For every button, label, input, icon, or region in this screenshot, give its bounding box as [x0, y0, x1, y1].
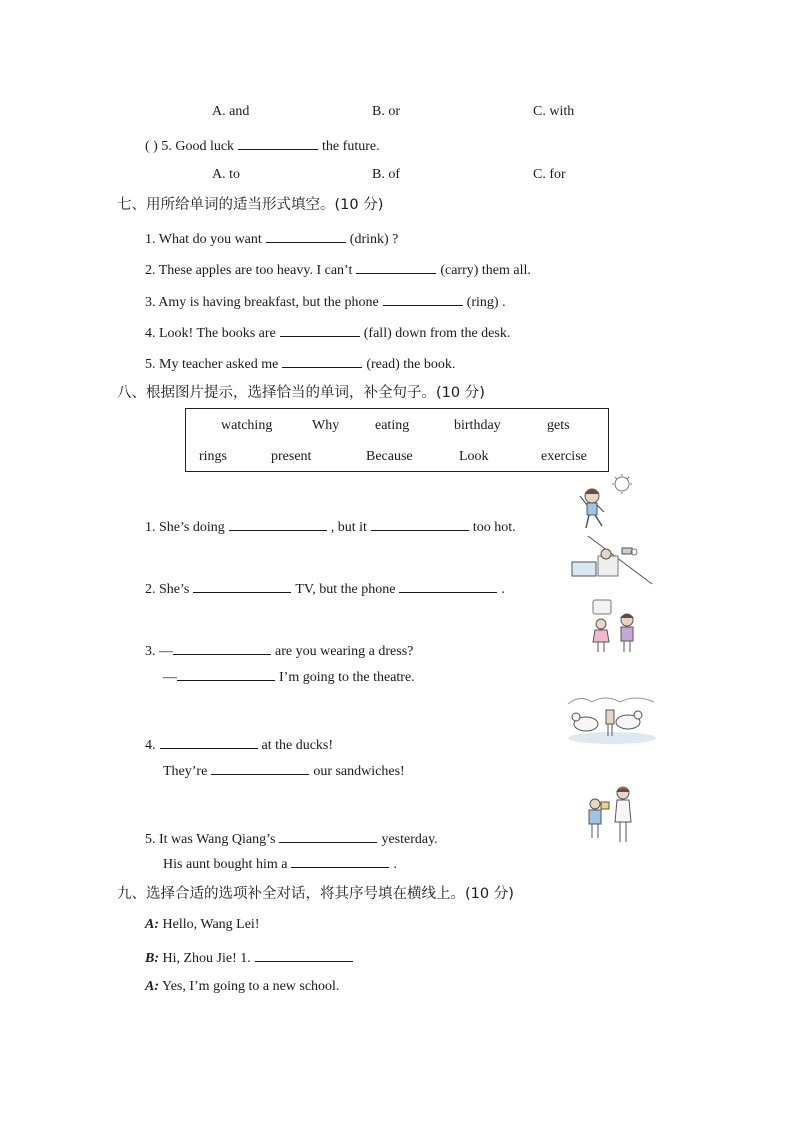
s8-item-5-line-1 — [145, 828, 438, 849]
item-text: 1. She’s doing — [145, 520, 225, 535]
s7-item-3 — [145, 291, 506, 312]
answer-blank[interactable] — [255, 947, 353, 962]
item-text: (carry) them all. — [440, 263, 531, 278]
answer-blank[interactable] — [356, 259, 436, 274]
s7-item-4 — [145, 322, 510, 343]
item-text: 1. What do you want — [145, 232, 262, 247]
item-text: are you wearing a dress? — [275, 644, 414, 659]
word-bank-box — [185, 408, 609, 472]
s8-item-2 — [145, 578, 505, 599]
s8-item-3-line-1 — [145, 640, 413, 661]
item-text: yesterday. — [381, 832, 438, 847]
answer-blank[interactable] — [291, 853, 389, 868]
answer-blank[interactable] — [177, 666, 275, 681]
item-text: TV, but the phone — [295, 582, 396, 597]
s7-item-1 — [145, 228, 398, 249]
answer-blank[interactable] — [399, 578, 497, 593]
speaker-label: A: — [145, 917, 159, 932]
q5-option-c: C. for — [533, 167, 566, 182]
girl-and-mother-illustration — [585, 598, 645, 654]
word-bank-item: watching — [221, 418, 273, 433]
item-text: His aunt bought him a — [163, 857, 288, 872]
item-text: (fall) down from the desk. — [363, 326, 511, 341]
q5-option-a: A. to — [212, 167, 240, 182]
answer-blank[interactable] — [193, 578, 291, 593]
item-text: 3. — — [145, 644, 173, 659]
s8-item-4-line-1 — [145, 734, 333, 755]
section-7-heading: 七、用所给单词的适当形式填空。(10 分) — [117, 197, 384, 213]
section-8-heading: 八、根据图片提示，选择恰当的单词，补全句子。(10 分) — [117, 385, 485, 401]
answer-blank[interactable] — [282, 353, 362, 368]
dialogue-line-2 — [145, 947, 357, 968]
item-text: — — [163, 670, 177, 685]
s8-item-5-line-2 — [163, 853, 397, 874]
item-text: (read) the book. — [366, 357, 456, 372]
item-text: 2. These apples are too heavy. I can’t — [145, 263, 353, 278]
s7-item-5 — [145, 353, 455, 374]
item-text: . — [393, 857, 397, 872]
item-text: 4. — [145, 738, 156, 753]
item-text: (drink) ? — [349, 232, 399, 247]
dialogue-text: Hi, Zhou Jie! 1. — [162, 951, 251, 966]
answer-blank[interactable] — [160, 734, 258, 749]
dialogue-text: Yes, I’m going to a new school. — [161, 979, 340, 994]
speaker-label: B: — [145, 951, 159, 966]
item-text: at the ducks! — [261, 738, 334, 753]
s7-item-2 — [145, 259, 531, 280]
boy-and-aunt-illustration — [585, 784, 641, 844]
girl-exercising-sun-illustration — [578, 474, 638, 532]
q4-option-b: B. or — [372, 104, 400, 119]
dialogue-line-3 — [145, 978, 339, 996]
question-text: 5. Good luck — [161, 139, 235, 154]
ducks-eating-illustration — [566, 690, 658, 748]
section-9-heading: 九、选择合适的选项补全对话，将其序号填在横线上。(10 分) — [117, 886, 514, 902]
dialogue-line-1 — [145, 916, 259, 934]
answer-paren: ( ) — [145, 139, 158, 154]
question-5 — [145, 135, 380, 156]
item-text: 5. It was Wang Qiang’s — [145, 832, 276, 847]
q4-option-c: C. with — [533, 104, 575, 119]
word-bank-item: exercise — [541, 449, 587, 464]
word-bank-item: Why — [312, 418, 340, 433]
item-text: 4. Look! The books are — [145, 326, 276, 341]
item-text: , but it — [330, 520, 367, 535]
answer-blank[interactable] — [173, 640, 271, 655]
word-bank-item: Look — [459, 449, 489, 464]
item-text: 3. Amy is having breakfast, but the phone — [145, 295, 379, 310]
answer-blank[interactable] — [266, 228, 346, 243]
item-text: too hot. — [472, 520, 516, 535]
s8-item-3-line-2 — [163, 666, 415, 687]
answer-blank[interactable] — [371, 516, 469, 531]
q4-option-a: A. and — [212, 104, 250, 119]
q5-option-b: B. of — [372, 167, 400, 182]
item-text: (ring) . — [466, 295, 506, 310]
word-bank-item: Because — [366, 449, 413, 464]
speaker-label: A: — [145, 979, 159, 994]
item-text: . — [501, 582, 505, 597]
answer-blank[interactable] — [211, 760, 309, 775]
answer-blank[interactable] — [279, 828, 377, 843]
item-text: I’m going to the theatre. — [279, 670, 415, 685]
item-text: 5. My teacher asked me — [145, 357, 279, 372]
word-bank-item: birthday — [454, 418, 501, 433]
answer-blank[interactable] — [229, 516, 327, 531]
s8-item-1 — [145, 516, 516, 537]
girl-watching-tv-phone-illustration — [568, 536, 654, 586]
word-bank-item: eating — [375, 418, 410, 433]
word-bank-item: rings — [199, 449, 227, 464]
item-text: our sandwiches! — [313, 764, 405, 779]
word-bank-item: present — [271, 449, 312, 464]
dialogue-text: Hello, Wang Lei! — [162, 917, 260, 932]
question-text: the future. — [322, 139, 380, 154]
answer-blank[interactable] — [238, 135, 318, 150]
answer-blank[interactable] — [383, 291, 463, 306]
word-bank-item: gets — [547, 418, 570, 433]
answer-blank[interactable] — [280, 322, 360, 337]
item-text: They’re — [163, 764, 208, 779]
s8-item-4-line-2 — [163, 760, 405, 781]
item-text: 2. She’s — [145, 582, 190, 597]
